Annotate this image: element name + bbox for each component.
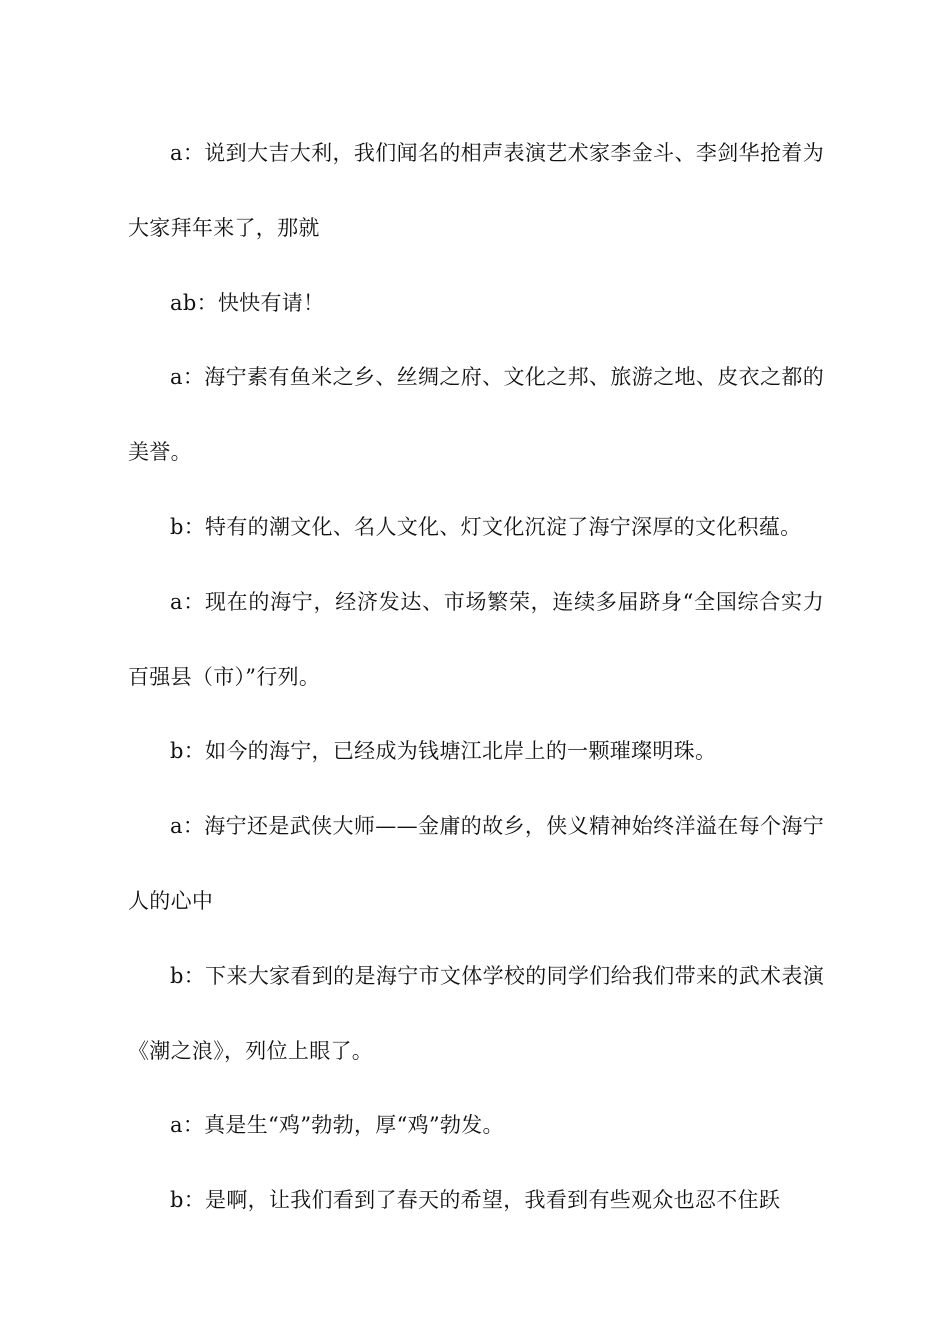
dialogue-paragraph: a：海宁素有鱼米之乡、丝绸之府、文化之邦、旅游之地、皮衣之都的美誉。	[128, 365, 824, 465]
dialogue-paragraph: b：是啊，让我们看到了春天的希望，我看到有些观众也忍不住跃	[170, 1188, 781, 1213]
dialogue-paragraph: b：特有的潮文化、名人文化、灯文化沉淀了海宁深厚的文化积蕴。	[170, 514, 802, 539]
dialogue-paragraph: a：说到大吉大利，我们闻名的相声表演艺术家李金斗、李剑华抢着为大家拜年来了，那就	[128, 141, 824, 240]
dialogue-paragraph: b：如今的海宁，已经成为钱塘江北岸上的一颗璀璨明珠。	[170, 739, 717, 764]
dialogue-paragraph: a：海宁还是武侠大师——金庸的故乡，侠义精神始终洋溢在每个海宁人的心中	[128, 814, 824, 913]
document-body	[128, 116, 824, 1238]
dialogue-paragraph: a：真是生“鸡”勃勃，厚“鸡”勃发。	[170, 1113, 504, 1138]
dialogue-paragraph: a：现在的海宁，经济发达、市场繁荣，连续多届跻身“全国综合实力百强县（市）”行列。	[128, 589, 824, 689]
dialogue-paragraph: b：下来大家看到的是海宁市文体学校的同学们给我们带来的武术表演《潮之浪》，列位上眼了。	[128, 963, 824, 1063]
dialogue-paragraph: ab：快快有请！	[170, 290, 325, 315]
